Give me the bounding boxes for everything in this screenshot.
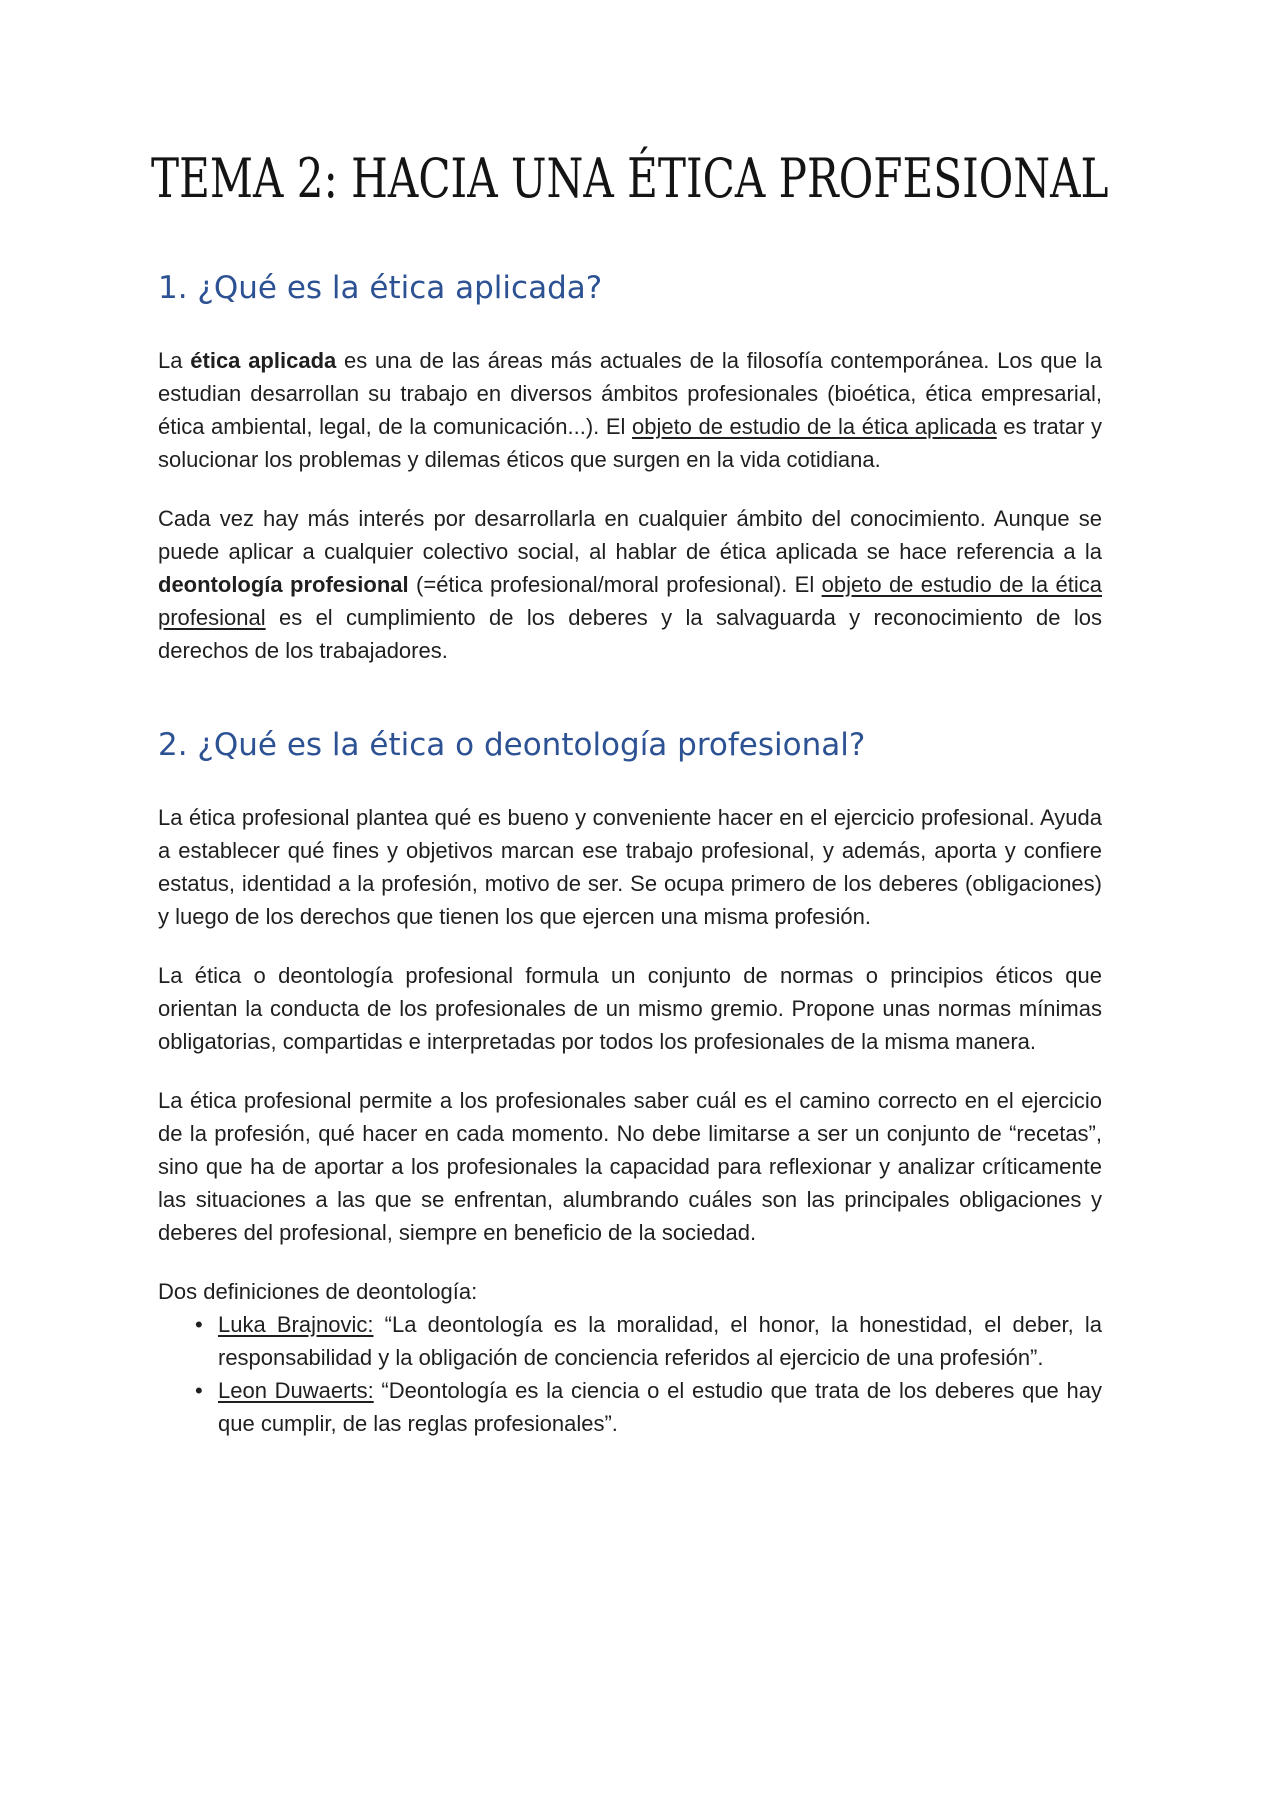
text-run: La ética o deontología profesional formula un conjunto de normas o principios éticos que orientan la conducta de los profesionales de un mismo gremio. Propone unas normas mínimas obligatorias, compartidas e interpretadas por todos los profesionales de la misma manera.: [158, 963, 1102, 1054]
text-run: ética aplicada: [190, 348, 337, 373]
section-2-heading: 2. ¿Qué es la ética o deontología profesional?: [158, 727, 866, 763]
section-deontologia-profesional: [158, 724, 1102, 1440]
bullet-icon: •: [195, 1378, 203, 1403]
section-etica-aplicada: [158, 267, 1102, 667]
text-run: La ética profesional permite a los profesionales saber cuál es el camino correcto en el ejercicio de la profesión, qué hacer en cada momento. No debe limitarse a ser un conjunto de “recetas”, sino que ha de aportar a los profesionales la capacidad para reflexionar y analizar críticamente las situaciones a las que se enfrentan, alumbrando cuáles son las principales obligaciones y deberes del profesional, siempre en beneficio de la sociedad.: [158, 1088, 1102, 1245]
text-run: objeto de estudio de la ética profesional: [158, 572, 1102, 630]
paragraph: [158, 502, 1102, 667]
list-item: [158, 1374, 1102, 1440]
text-run: Leon Duwaerts:: [218, 1378, 374, 1403]
text-run: “Deontología es la ciencia o el estudio que trata de los deberes que hay que cumplir, de las reglas profesionales”.: [218, 1378, 1102, 1436]
text-run: Luka Brajnovic:: [218, 1312, 374, 1337]
text-run: La ética profesional plantea qué es bueno y conveniente hacer en el ejercicio profesional. Ayuda a establecer qué fines y objetivos marcan ese trabajo profesional, y además, aporta y confiere estatus, identidad a la profesión, motivo de ser. Se ocupa primero de los deberes (obligaciones) y luego de los derechos que tienen los que ejercen una misma profesión.: [158, 805, 1102, 929]
paragraph: [158, 344, 1102, 476]
list-item: [158, 1308, 1102, 1374]
text-run: es el cumplimiento de los deberes y la salvaguarda y reconocimiento de los derechos de los trabajadores.: [158, 605, 1102, 663]
text-run: La: [158, 348, 191, 373]
text-run: es una de las áreas más actuales de la filosofía contemporánea. Los que la estudian desarrollan su trabajo en diversos ámbitos profesionales (bioética, ética empresarial, ética ambiental, legal, de la comunicación...). El: [158, 348, 1102, 439]
text-run: Cada vez hay más interés por desarrollarla en cualquier ámbito del conocimiento. Aunque se puede aplicar a cualquier colectivo social, al hablar de ética aplicada se hace referencia a la: [158, 506, 1102, 564]
definition-text: [218, 1308, 1102, 1374]
definitions-list: [158, 1308, 1102, 1440]
document-title-text: TEMA 2: HACIA UNA ÉTICA PROFESIONAL: [151, 147, 1109, 210]
text-run: “La deontología es la moralidad, el honor, la honestidad, el deber, la responsabilidad y la obligación de conciencia referidos al ejercicio de una profesión”.: [218, 1312, 1102, 1370]
text-run: es tratar y solucionar los problemas y dilemas éticos que surgen en la vida cotidiana.: [158, 414, 1103, 472]
paragraph: [158, 1084, 1102, 1249]
text-run: (=ética profesional/moral profesional). El: [408, 572, 822, 597]
bullet-icon: •: [195, 1312, 203, 1337]
section-1-heading: 1. ¿Qué es la ética aplicada?: [158, 270, 603, 306]
text-run: objeto de estudio de la ética aplicada: [631, 414, 997, 439]
text-run: deontología profesional: [158, 572, 409, 597]
document-title: [151, 147, 1109, 210]
paragraph: [158, 801, 1102, 933]
definition-text: [218, 1374, 1102, 1440]
definitions-intro: Dos definiciones de deontología:: [158, 1279, 478, 1304]
paragraph: [158, 959, 1102, 1058]
